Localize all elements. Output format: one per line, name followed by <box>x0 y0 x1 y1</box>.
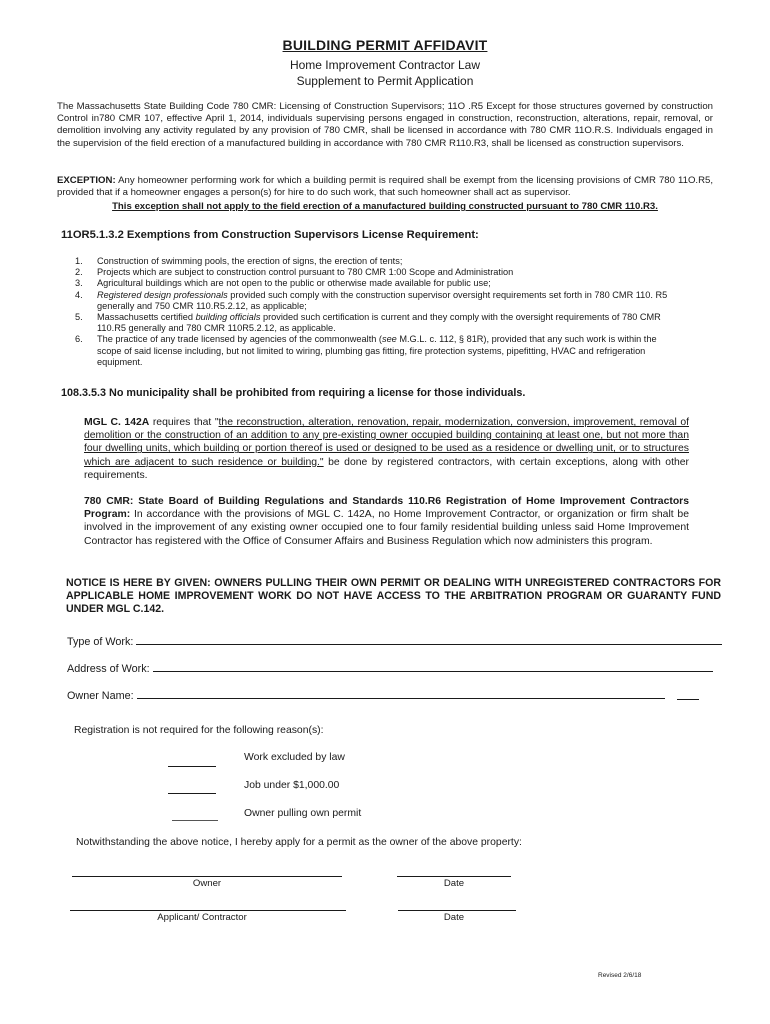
applicant-signature-label: Applicant/ Contractor <box>157 912 247 923</box>
document-subtitle-2: Supplement to Permit Application <box>296 74 474 88</box>
reason-work-excluded: Work excluded by law <box>244 752 345 763</box>
reason-checkbox-line[interactable] <box>168 766 216 767</box>
owner-signature-line[interactable] <box>72 876 342 877</box>
owner-name-extra-line <box>677 699 699 700</box>
exemption-number: 6. <box>75 334 83 345</box>
revised-date: Revised 2/6/18 <box>598 972 642 979</box>
mgl-underlined: the reconstruction, alteration, renovation, repair, modernization, conversion, improvement, removal of demolition or the construction of an addition to any pre-existing owner occupied building containing at least one, but not more than four dwelling units, which building or portion thereof is used or designed to be used as a residence or dwelling unit, or to structures which are adjacent to such residence or building." <box>84 417 689 468</box>
reason-checkbox-line[interactable] <box>172 820 218 821</box>
owner-name-line[interactable] <box>137 688 665 699</box>
type-of-work-label: Type of Work: <box>67 636 134 648</box>
type-of-work-field[interactable] <box>67 634 722 648</box>
exemption-emphasis: see <box>381 334 397 345</box>
reason-job-under: Job under $1,000.00 <box>244 780 340 791</box>
exemption-item <box>61 256 681 267</box>
exemption-item <box>61 278 681 289</box>
exemption-item <box>61 312 681 334</box>
exemption-pre: The practice of any trade licensed by agencies of the commonwealth ( <box>97 334 382 345</box>
exception-text: Any homeowner performing work for which a building permit is required shall be exempt from the licensing provisions of CMR 780 11O.R5, provided that if a homeowner engages a person(s) for hire to do such work, that such homeowner shall act as supervisor. <box>57 175 713 199</box>
type-of-work-line[interactable] <box>136 634 722 645</box>
exemption-item <box>61 290 681 312</box>
municipality-heading: 108.3.5.3 No municipality shall be prohibited from requiring a license for those individuals. <box>61 387 526 399</box>
exception-label: EXCEPTION: <box>57 175 116 186</box>
owner-signature-label: Owner <box>192 878 222 889</box>
address-of-work-label: Address of Work: <box>67 663 150 675</box>
mgl-paragraph <box>84 416 689 482</box>
exception-paragraph <box>57 175 713 199</box>
exemptions-heading: 11OR5.1.3.2 Exemptions from Construction Supervisors License Requirement: <box>61 229 479 241</box>
cmr-text: In accordance with the provisions of MGL C. 142A, no Home Improvement Contractor, or organization or firm shalt be involved in the improvement of any existing owner occupied one to four family residential building unless said Home Improvement Contractor has registered with the Office of Consumer Affairs and Business Regulation which now administers this program. <box>84 509 689 547</box>
exemption-item <box>61 334 681 368</box>
exemptions-list <box>61 256 681 368</box>
registration-heading: Registration is not required for the following reason(s): <box>74 725 324 736</box>
exemption-text: M.G.L. c. 112, § 81R), provided that any such work is within the scope of said license including, but not limited to wiring, plumbing gas fitting, fire protection systems, pipefitting, HVAC and refrigeration equipment. <box>97 334 657 367</box>
exemption-number: 2. <box>75 267 83 278</box>
cmr-paragraph <box>84 495 689 548</box>
exemption-emphasis: building officials <box>195 312 261 323</box>
mgl-pre: requires that " <box>149 417 219 428</box>
exemption-number: 1. <box>75 256 83 266</box>
exemption-text: Projects which are subject to construction control pursuant to 780 CMR 1:00 Scope and Administration <box>97 267 514 278</box>
exception-note: This exception shall not apply to the field erection of a manufactured building constructed pursuant to 780 CMR 110.R3. <box>112 201 658 212</box>
exemption-number: 5. <box>75 312 83 323</box>
exemption-number: 4. <box>75 289 83 300</box>
exemption-text: Agricultural buildings which are not open to the public or otherwise made available for public use; <box>97 278 491 289</box>
exemption-text: Construction of swimming pools, the erection of signs, the erection of tents; <box>97 256 403 266</box>
address-of-work-field[interactable] <box>67 661 713 675</box>
applicant-date-line[interactable] <box>398 910 516 911</box>
applicant-signature-line[interactable] <box>70 910 346 911</box>
owner-name-field[interactable] <box>67 688 665 702</box>
exemption-text: provided such comply with the construction supervisor oversight requirements set forth in 780 CMR 110. R5 generally and 750 CMR 110.R5.2.12, as applicable; <box>97 289 668 311</box>
document-title: BUILDING PERMIT AFFIDAVIT <box>282 37 488 53</box>
owner-date-line[interactable] <box>397 876 511 877</box>
mgl-label: MGL C. 142A <box>84 417 150 428</box>
exemption-item <box>61 267 681 278</box>
owner-name-label: Owner Name: <box>67 690 134 702</box>
address-of-work-line[interactable] <box>153 661 713 672</box>
applicant-date-label: Date <box>443 912 465 923</box>
document-subtitle-1: Home Improvement Contractor Law <box>289 58 481 72</box>
intro-paragraph: The Massachusetts State Building Code 780 CMR: Licensing of Construction Supervisors; 11O .R5 Except for those structures governed by construction Control in780 CMR 107, effective April 1, 2014, individuals supervising persons engaged in construction, reconstruction, alterations, repair, removal, or demolition involving any activity regulated by any provision of 780 CMR, shall be licensed in accordance with 780 CMR 11O.R.S. Individuals engaged in the supervision of the field erection of a manufactured building in accordance with 780 CMR R110.R3, shall be licensed as construction supervisors. <box>57 101 713 149</box>
reason-checkbox-line[interactable] <box>168 793 216 794</box>
notwithstanding-text: Notwithstanding the above notice, I hereby apply for a permit as the owner of the above property: <box>76 837 522 848</box>
cmr-label: 780 CMR: State Board of Building Regulations and Standards 110.R6 Registration of Home Improvement Contractors Program: <box>84 496 689 521</box>
exemption-emphasis: Registered design professionals <box>97 289 228 300</box>
exemption-pre: Massachusetts certified <box>97 312 196 323</box>
exemption-number: 3. <box>75 278 83 289</box>
exemption-text: provided such certification is current and they comply with the oversight requirements of 780 CMR 110.R5 generally and 780 CMR 110R5.2.12, as applicable. <box>97 312 661 334</box>
owner-date-label: Date <box>443 878 465 889</box>
reason-owner-pulling: Owner pulling own permit <box>244 808 362 819</box>
notice-paragraph: NOTICE IS HERE BY GIVEN: OWNERS PULLING THEIR OWN PERMIT OR DEALING WITH UNREGISTERED CONTRACTORS FOR APPLICABLE HOME IMPROVEMENT WORK DO NOT HAVE ACCESS TO THE ARBITRATION PROGRAM OR GUARANTY FUND UNDER MGL C.142. <box>66 577 721 616</box>
mgl-post: be done by registered contractors, with certain exceptions, along with other requirements. <box>84 456 689 481</box>
